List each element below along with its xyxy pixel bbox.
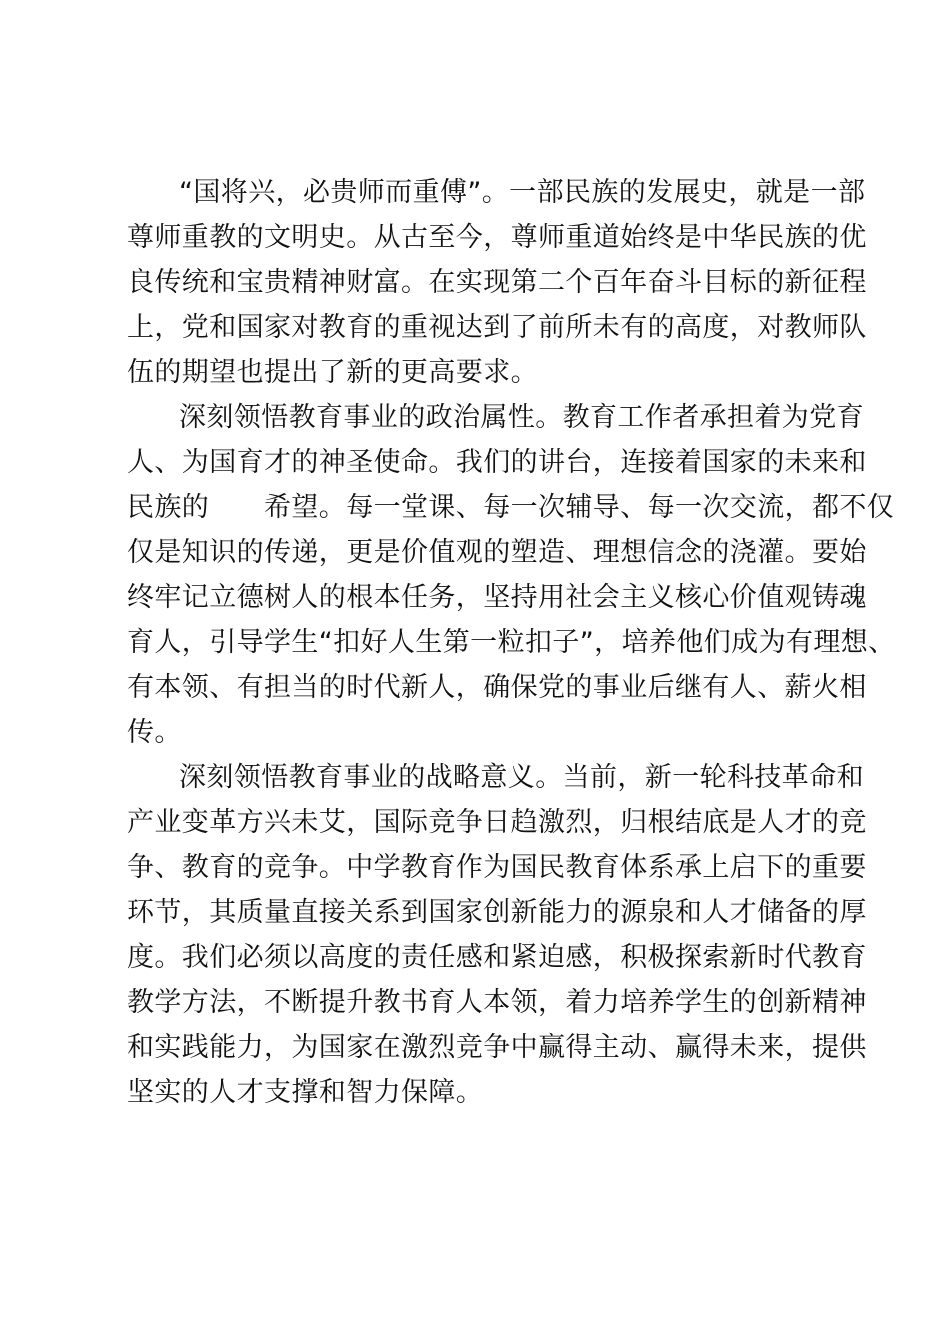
paragraph-line: 终牢记立德树人的根本任务，坚持用社会主义核心价值观铸魂 [127, 582, 867, 613]
paragraph-line: 伍的期望也提出了新的更高要求。 [127, 357, 538, 388]
paragraph-strategic [127, 755, 867, 1115]
paragraph-line: “国将兴，必贵师而重傅”。一部民族的发展史，就是一部 [179, 177, 866, 208]
paragraph-line: 和实践能力，为国家在激烈竞争中赢得主动、赢得未来，提供 [127, 1032, 867, 1063]
paragraph-line: 深刻领悟教育事业的政治属性。教育工作者承担着为党育 [179, 402, 864, 433]
paragraph-line: 度。我们必须以高度的责任感和紧迫感，积极探索新时代教育 [127, 942, 867, 973]
paragraph-intro [127, 170, 867, 395]
paragraph-line: 产业变革方兴未艾，国际竞争日趋激烈，归根结底是人才的竞 [127, 807, 867, 838]
paragraph-line: 传。 [127, 717, 182, 748]
paragraph-line: 深刻领悟教育事业的战略意义。当前，新一轮科技革命和 [179, 762, 864, 793]
paragraph-line: 教学方法，不断提升教书育人本领，着力培养学生的创新精神 [127, 987, 867, 1018]
paragraph-line: 坚实的人才支撑和智力保障。 [127, 1077, 484, 1108]
paragraph-line: 环节，其质量直接关系到国家创新能力的源泉和人才储备的厚 [127, 897, 867, 928]
paragraph-line: 有本领、有担当的时代新人，确保党的事业后继有人、薪火相 [127, 672, 867, 703]
paragraph-line: 上，党和国家对教育的重视达到了前所未有的高度，对教师队 [127, 312, 867, 343]
paragraph-political [127, 395, 896, 755]
paragraph-line: 人、为国育才的神圣使命。我们的讲台，连接着国家的未来和 [127, 447, 867, 478]
paragraph-line: 争、教育的竞争。中学教育作为国民教育体系承上启下的重要 [127, 852, 867, 883]
paragraph-line: 尊师重教的文明史。从古至今，尊师重道始终是中华民族的优 [127, 222, 867, 253]
paragraph-line: 民族的 希望。每一堂课、每一次辅导、每一次交流，都不仅 [127, 492, 895, 523]
paragraph-line: 仅是知识的传递，更是价值观的塑造、理想信念的浇灌。要始 [127, 537, 867, 568]
paragraph-line: 良传统和宝贵精神财富。在实现第二个百年奋斗目标的新征程 [127, 267, 867, 298]
paragraph-line: 育人，引导学生“扣好人生第一粒扣子”，培养他们成为有理想、 [127, 627, 896, 658]
